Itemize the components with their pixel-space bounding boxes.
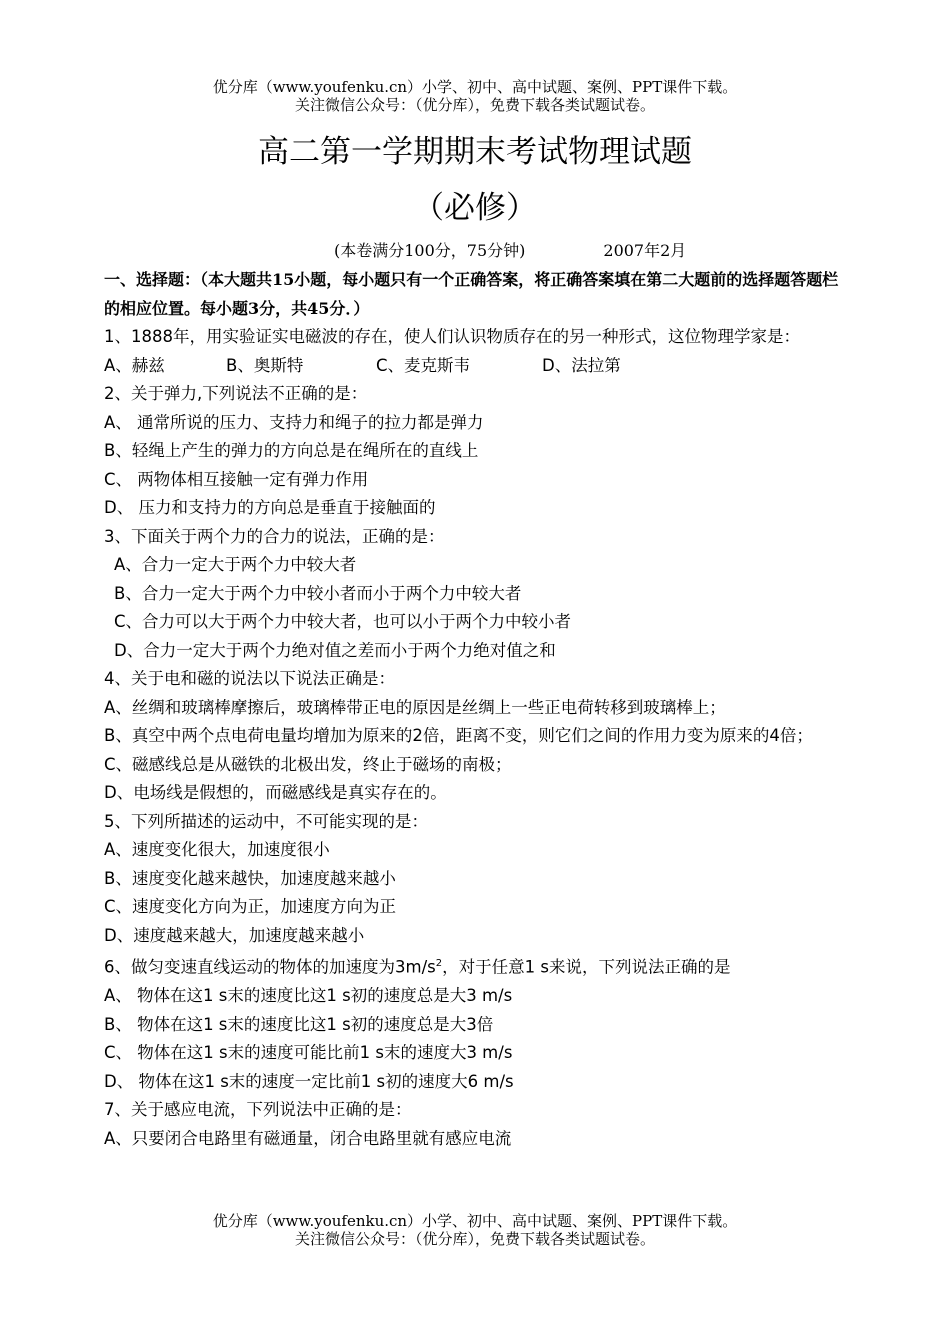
q6-option-a: A、 物体在这1 s末的速度比这1 s初的速度总是大3 m/s [104, 986, 513, 1005]
q6-option-c: C、 物体在这1 s末的速度可能比前1 s末的速度大3 m/s [104, 1043, 513, 1062]
q5-option-b: B、速度变化越来越快，加速度越来越小 [104, 868, 396, 888]
q2-option-b: B、轻绳上产生的弹力的方向总是在绳所在的直线上 [104, 441, 479, 460]
q3-option-c: C、合力可以大于两个力中较大者，也可以小于两个力中较小者 [114, 612, 572, 631]
exam-meta: (本卷满分100分，75分钟) [334, 241, 526, 260]
q1-option-a: A、赫兹 [104, 355, 165, 375]
page-header [0, 78, 950, 114]
exam-date: 2007年2月 [603, 241, 687, 260]
q7-option-a: A、只要闭合电路里有磁通量，闭合电路里就有感应电流 [104, 1128, 512, 1148]
q5-option-c: C、速度变化方向为正，加速度方向为正 [104, 897, 397, 916]
q1-option-b: B、奥斯特 [226, 355, 304, 375]
question-4-stem: 4、关于电和磁的说法以下说法正确是： [104, 669, 395, 688]
page-subtitle: （必修） [413, 190, 537, 226]
q2-option-c: C、 两物体相互接触一定有弹力作用 [104, 469, 369, 489]
q3-option-a: A、合力一定大于两个力中较大者 [114, 555, 357, 574]
q2-option-d: D、 压力和支持力的方向总是垂直于接触面的 [104, 498, 436, 517]
q6-option-d: D、 物体在这1 s末的速度一定比前1 s初的速度大6 m/s [104, 1071, 514, 1091]
exam-info [334, 240, 686, 262]
question-5-stem: 5、下列所描述的运动中，不可能实现的是： [104, 811, 428, 831]
page-title: 高二第一学期期末考试物理试题 [258, 134, 692, 170]
q5-option-a: A、速度变化很大，加速度很小 [104, 840, 330, 859]
q5-option-d: D、速度越来越大，加速度越来越小 [104, 925, 365, 945]
question-6-stem [104, 950, 850, 982]
question-7-stem: 7、关于感应电流，下列说法中正确的是： [104, 1100, 412, 1119]
exam-content [104, 266, 850, 1153]
footer-line-2: 关注微信公众号：（优分库），免费下载各类试题试卷。 [294, 1230, 655, 1248]
question-1-options [104, 352, 850, 381]
q6-stem-pre: 6、做匀变速直线运动的物体的加速度为3m/s [104, 957, 436, 977]
question-3-stem: 3、下面关于两个力的合力的说法，正确的是： [104, 526, 445, 546]
section-heading: 一、选择题：（本大题共15小题，每小题只有一个正确答案，将正确答案填在第二大题前的选择题答题栏的相应位置。每小题3分，共45分．） [104, 270, 839, 318]
q4-option-a: A、丝绸和玻璃棒摩擦后，玻璃棒带正电的原因是丝绸上一些正电荷转移到玻璃棒上； [104, 697, 726, 717]
q2-option-a: A、 通常所说的压力、支持力和绳子的拉力都是弹力 [104, 412, 484, 432]
q4-option-d: D、电场线是假想的，而磁感线是真实存在的。 [104, 783, 447, 802]
q1-option-d: D、法拉第 [542, 355, 621, 375]
q4-option-c: C、磁感线总是从磁铁的北极出发，终止于磁场的南极； [104, 754, 512, 774]
header-line-2: 关注微信公众号：（优分库），免费下载各类试题试卷。 [294, 96, 655, 114]
q3-option-d: D、合力一定大于两个力绝对值之差而小于两个力绝对值之和 [114, 640, 556, 660]
q6-option-b: B、 物体在这1 s末的速度比这1 s初的速度总是大3倍 [104, 1014, 494, 1034]
question-1-stem: 1、1888年，用实验证实电磁波的存在，使人们认识物质存在的另一种形式，这位物理学家是： [104, 327, 800, 346]
q3-option-b: B、合力一定大于两个力中较小者而小于两个力中较大者 [114, 583, 522, 603]
question-2-stem: 2、关于弹力,下列说法不正确的是： [104, 384, 368, 403]
page-footer [0, 1212, 950, 1248]
q1-option-c: C、麦克斯韦 [376, 355, 471, 375]
q6-stem-sup: 2 [435, 958, 443, 969]
q4-option-b: B、真空中两个点电荷电量均增加为原来的2倍，距离不变，则它们之间的作用力变为原来的4倍； [104, 726, 813, 745]
footer-line-1: 优分库（www.youfenku.cn）小学、初中、高中试题、案例、PPT课件下载。 [212, 1212, 738, 1230]
header-line-1: 优分库（www.youfenku.cn）小学、初中、高中试题、案例、PPT课件下载。 [212, 78, 738, 96]
q6-stem-post: ，对于任意1 s来说，下列说法正确的是 [442, 957, 731, 977]
